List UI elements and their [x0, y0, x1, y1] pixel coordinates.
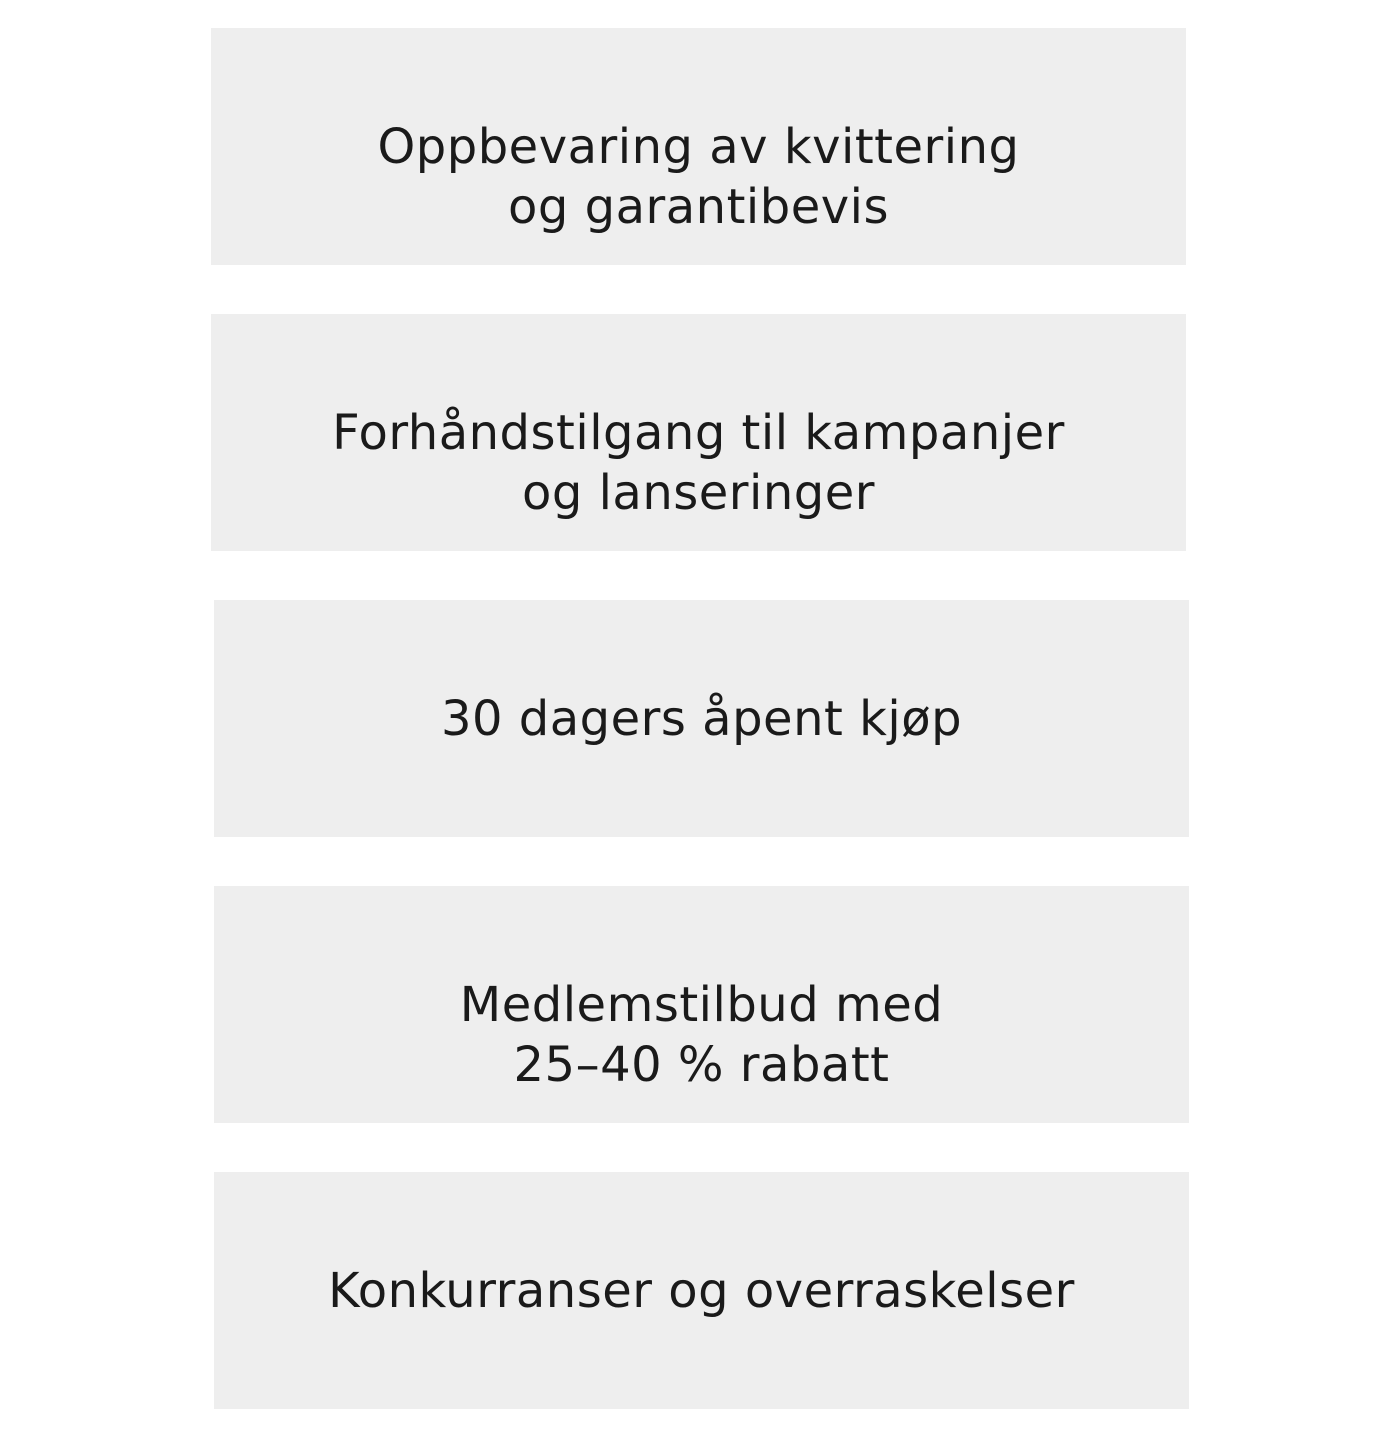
benefit-line: Oppbevaring av kvittering: [377, 118, 1020, 175]
benefit-card-open-purchase: [214, 600, 1189, 837]
benefit-text: [460, 975, 943, 1095]
benefit-line: og lanseringer: [521, 464, 875, 521]
benefit-card-receipt-storage: [211, 28, 1186, 265]
benefit-card-early-access: [211, 314, 1186, 551]
benefit-text: [441, 689, 962, 749]
benefit-card-member-discount: [214, 886, 1189, 1123]
benefit-line: Konkurranser og overraskelser: [328, 1262, 1075, 1319]
benefit-text: [332, 403, 1065, 523]
benefit-card-competitions: [214, 1172, 1189, 1409]
benefit-line: Forhåndstilgang til kampanjer: [332, 404, 1065, 461]
benefit-line: og garantibevis: [508, 178, 889, 235]
benefit-text: [377, 117, 1019, 237]
benefit-text: [328, 1261, 1075, 1321]
benefit-line: 30 dagers åpent kjøp: [440, 690, 963, 747]
benefit-line: 25–40 % rabatt: [513, 1036, 890, 1093]
benefit-line: Medlemstilbud med: [459, 976, 944, 1033]
